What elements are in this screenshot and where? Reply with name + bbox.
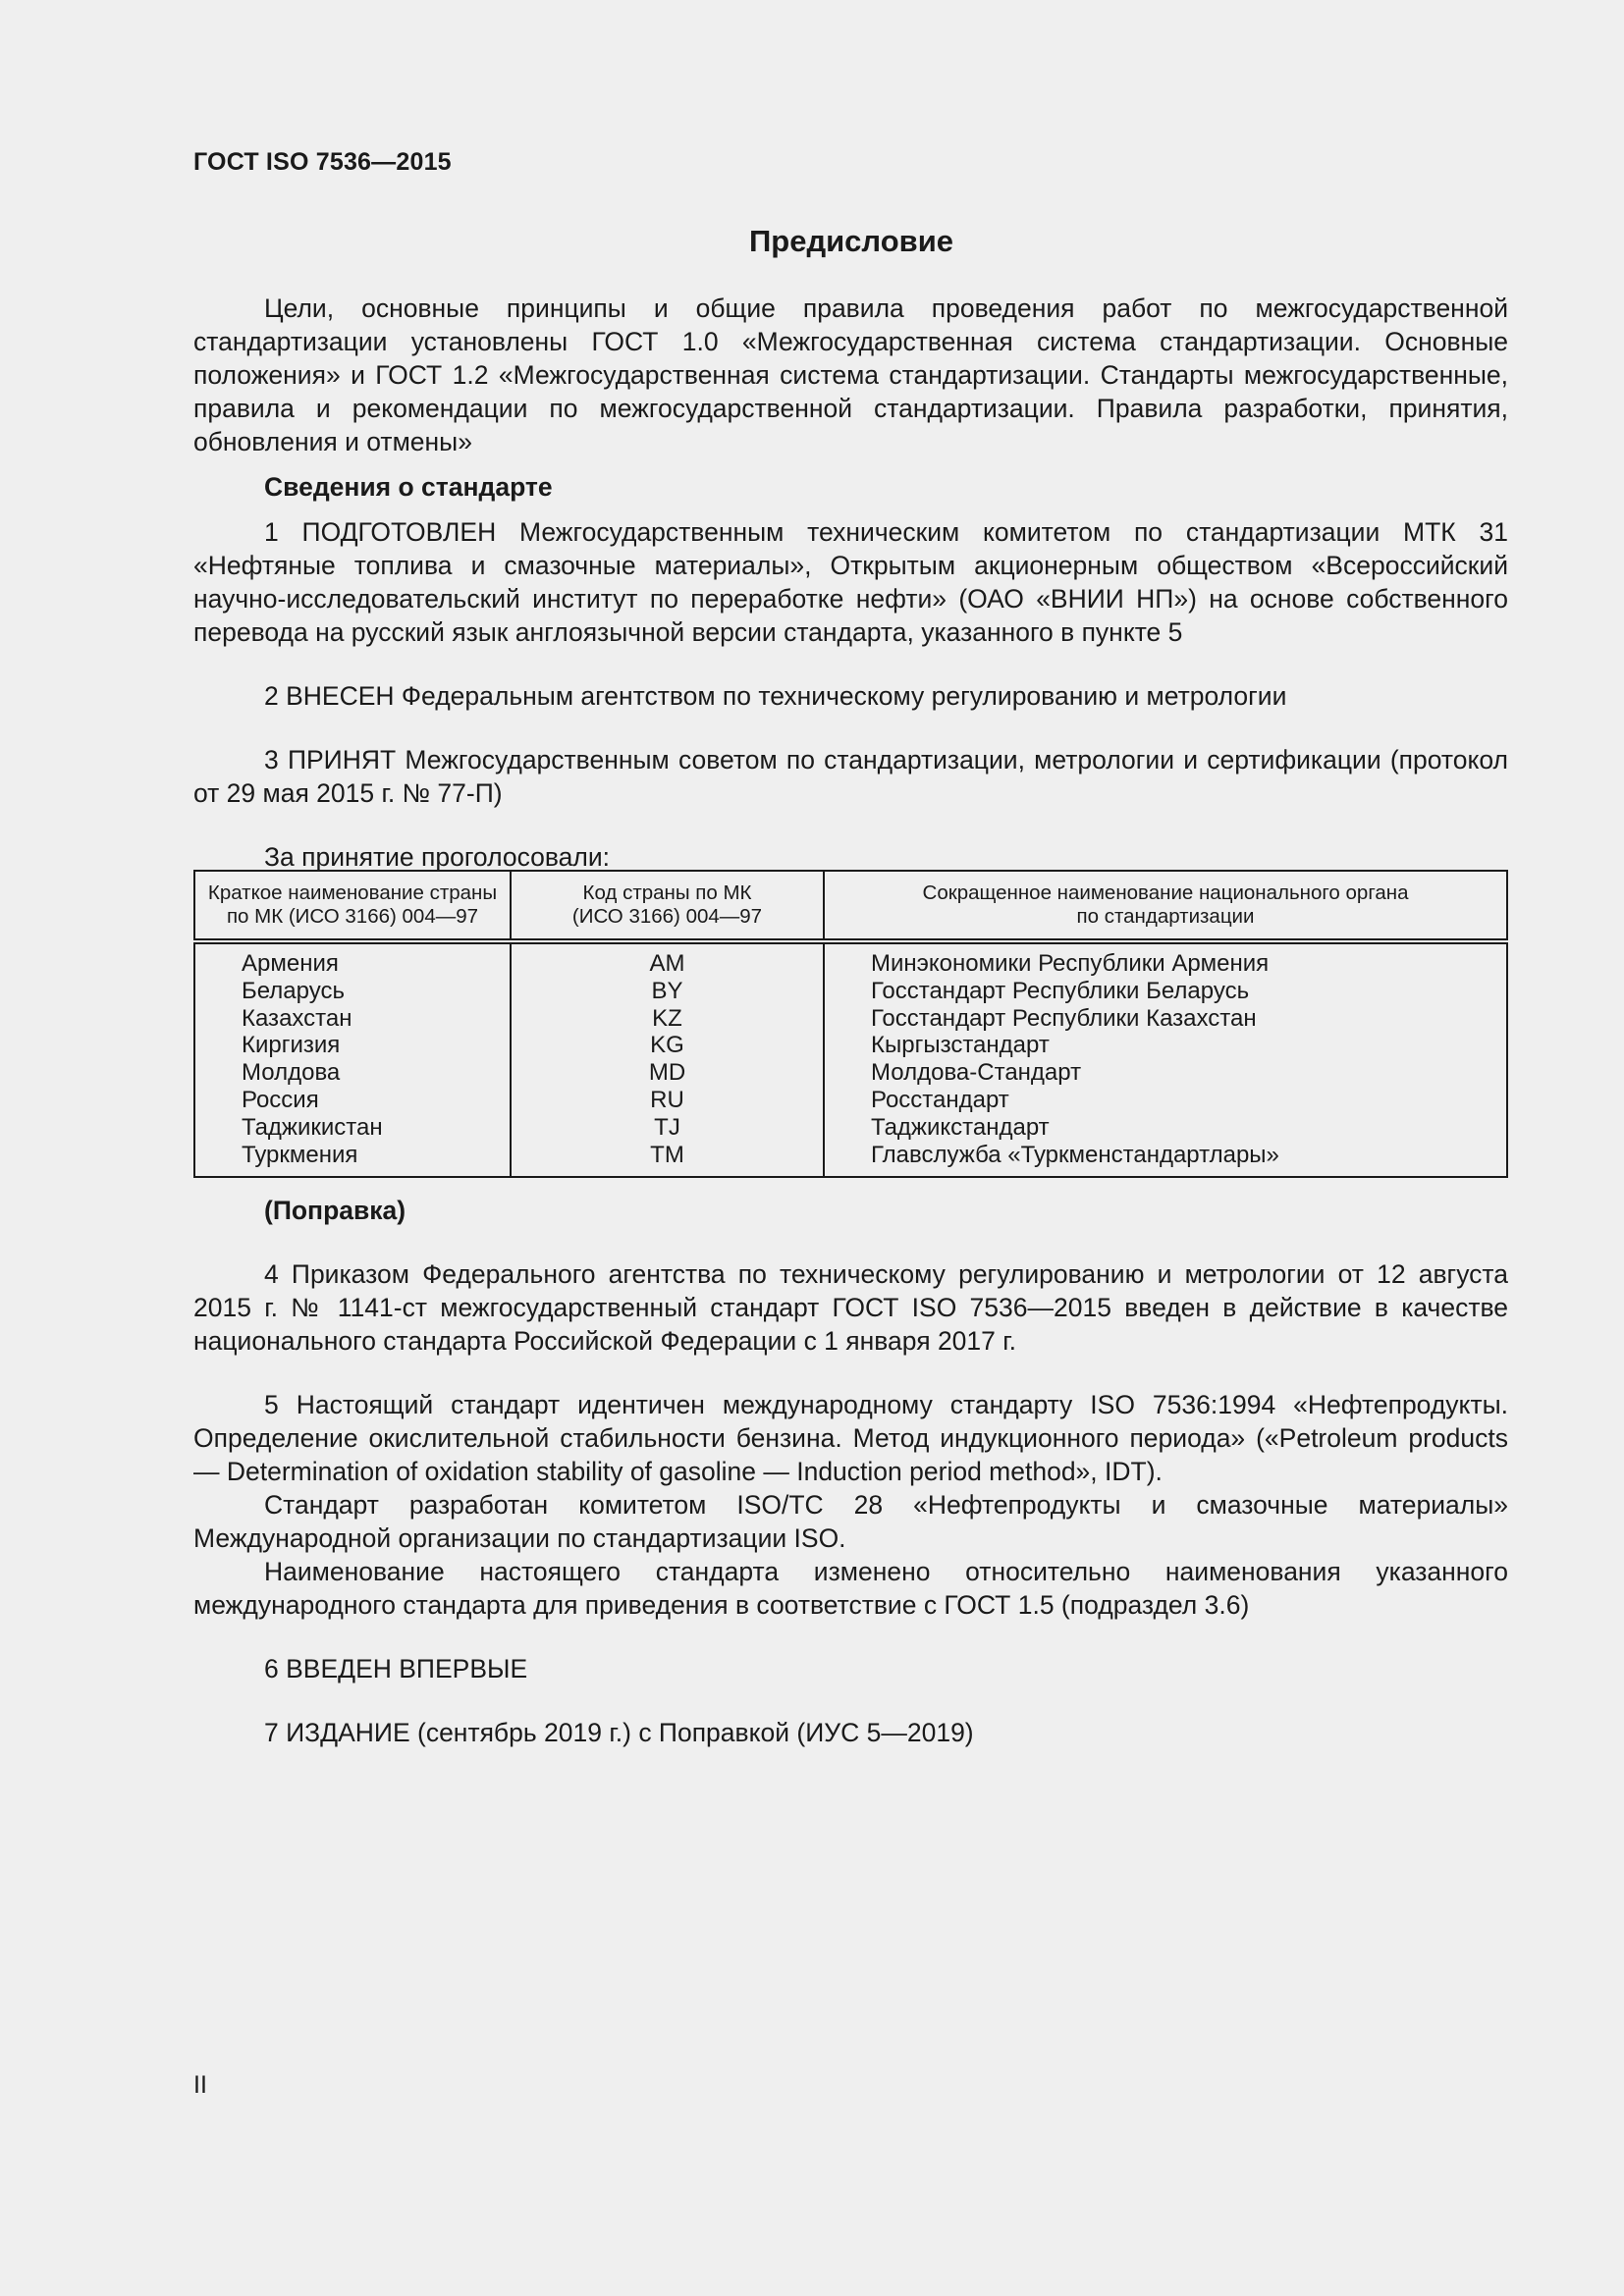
page-title: Предисловие	[748, 224, 953, 258]
country-code: TJ	[654, 1113, 680, 1141]
country-code: AM	[649, 950, 685, 977]
info-heading: Сведения о стандарте	[264, 472, 553, 502]
table-row	[194, 941, 1507, 1177]
country-name: Армения	[242, 950, 339, 977]
intro-paragraph: Цели, основные принципы и общие правила проведения работ по межгосударственной стандартизации установлены ГОСТ 1.0 «Межгосударственная система стандартизации. Основные положения» и ГОСТ 1.2 «Межгосударственная система стандартизации. Стандарты межгосударственные, правила и рекомендации по межгосударственной стандартизации. Правила разработки, принятия, обновления и отмены»	[193, 294, 1508, 456]
country-name: Казахстан	[242, 1004, 352, 1032]
country-name: Таджикистан	[242, 1113, 383, 1141]
country-name: Молдова	[242, 1059, 341, 1087]
country-name: Россия	[242, 1086, 319, 1113]
national-body: Госстандарт Республики Беларусь	[871, 977, 1250, 1004]
country-code: KZ	[652, 1004, 682, 1032]
country-names-cell	[194, 941, 511, 1177]
country-name: Беларусь	[242, 977, 345, 1004]
document-body	[193, 292, 1508, 874]
paragraph-2: 2 ВНЕСЕН Федеральным агентством по техническому регулированию и метрологии	[264, 681, 1287, 711]
national-body: Госстандарт Республики Казахстан	[871, 1004, 1257, 1032]
table-header-row	[194, 871, 1507, 941]
document-header: ГОСТ ISO 7536—2015	[193, 148, 452, 176]
country-name: Киргизия	[242, 1032, 341, 1059]
paragraph-7: 7 ИЗДАНИЕ (сентябрь 2019 г.) с Поправкой (ИУС 5—2019)	[264, 1718, 974, 1747]
country-code: RU	[650, 1086, 684, 1113]
header-country-name: Краткое наименование страны по МК (ИСО 3166) 004—97	[194, 871, 511, 941]
votes-intro: За принятие проголосовали:	[264, 842, 611, 872]
paragraph-5-developer: Стандарт разработан комитетом ISO/TC 28 «Нефтепродукты и смазочные материалы» Международной организации по стандартизации ISO.	[193, 1490, 1508, 1553]
paragraph-1: 1 ПОДГОТОВЛЕН Межгосударственным техническим комитетом по стандартизации МТК 31 «Нефтяные топлива и смазочные материалы», Открытым акционерным обществом «Всероссийский научно-исследовательский институт по переработке нефти» (ОАО «ВНИИ НП») на основе собственного перевода на русский язык англоязычной версии стандарта, указанного в пункте 5	[193, 517, 1508, 647]
paragraph-5-title-change: Наименование настоящего стандарта изменено относительно наименования указанного международного стандарта для приведения в соответствие с ГОСТ 1.5 (подраздел 3.6)	[193, 1557, 1508, 1620]
country-code: KG	[650, 1032, 684, 1059]
header-country-code: Код страны по МК (ИСО 3166) 004—97	[511, 871, 824, 941]
document-body-continued	[193, 1194, 1508, 1749]
country-code: MD	[648, 1059, 686, 1087]
country-code: BY	[651, 977, 683, 1004]
paragraph-4: 4 Приказом Федерального агентства по техническому регулированию и метрологии от 12 августа 2015 г. № 1141-ст межгосударственный стандарт ГОСТ ISO 7536—2015 введен в действие в качестве национального стандарта Российской Федерации с 1 января 2017 г.	[193, 1259, 1508, 1356]
national-body: Минэкономики Республики Армения	[871, 950, 1270, 977]
national-body: Росстандарт	[871, 1086, 1009, 1113]
paragraph-6: 6 ВВЕДЕН ВПЕРВЫЕ	[264, 1654, 528, 1683]
paragraph-5: 5 Настоящий стандарт идентичен международному стандарту ISO 7536:1994 «Нефтепродукты. Определение окислительной стабильности бензина. Метод индукционного периода» («Petroleum products — Determination of oxidation stability of gasoline — Induction period method», IDT).	[193, 1390, 1508, 1486]
paragraph-3: 3 ПРИНЯТ Межгосударственным советом по стандартизации, метрологии и сертификации (протокол от 29 мая 2015 г. № 77-П)	[193, 745, 1508, 808]
national-body: Молдова-Стандарт	[871, 1059, 1082, 1087]
amendment-note: (Поправка)	[264, 1196, 406, 1225]
country-name: Туркмения	[242, 1141, 358, 1168]
national-body: Таджикстандарт	[871, 1113, 1050, 1141]
page-number: II	[193, 2071, 207, 2099]
country-codes-cell	[511, 941, 824, 1177]
voting-table	[193, 870, 1508, 1178]
national-body: Главслужба «Туркменстандартлары»	[871, 1141, 1279, 1168]
national-body: Кыргызстандарт	[871, 1032, 1050, 1059]
header-national-body: Сокращенное наименование национального органа по стандартизации	[824, 871, 1507, 941]
country-code: TM	[650, 1141, 684, 1168]
national-bodies-cell	[824, 941, 1507, 1177]
